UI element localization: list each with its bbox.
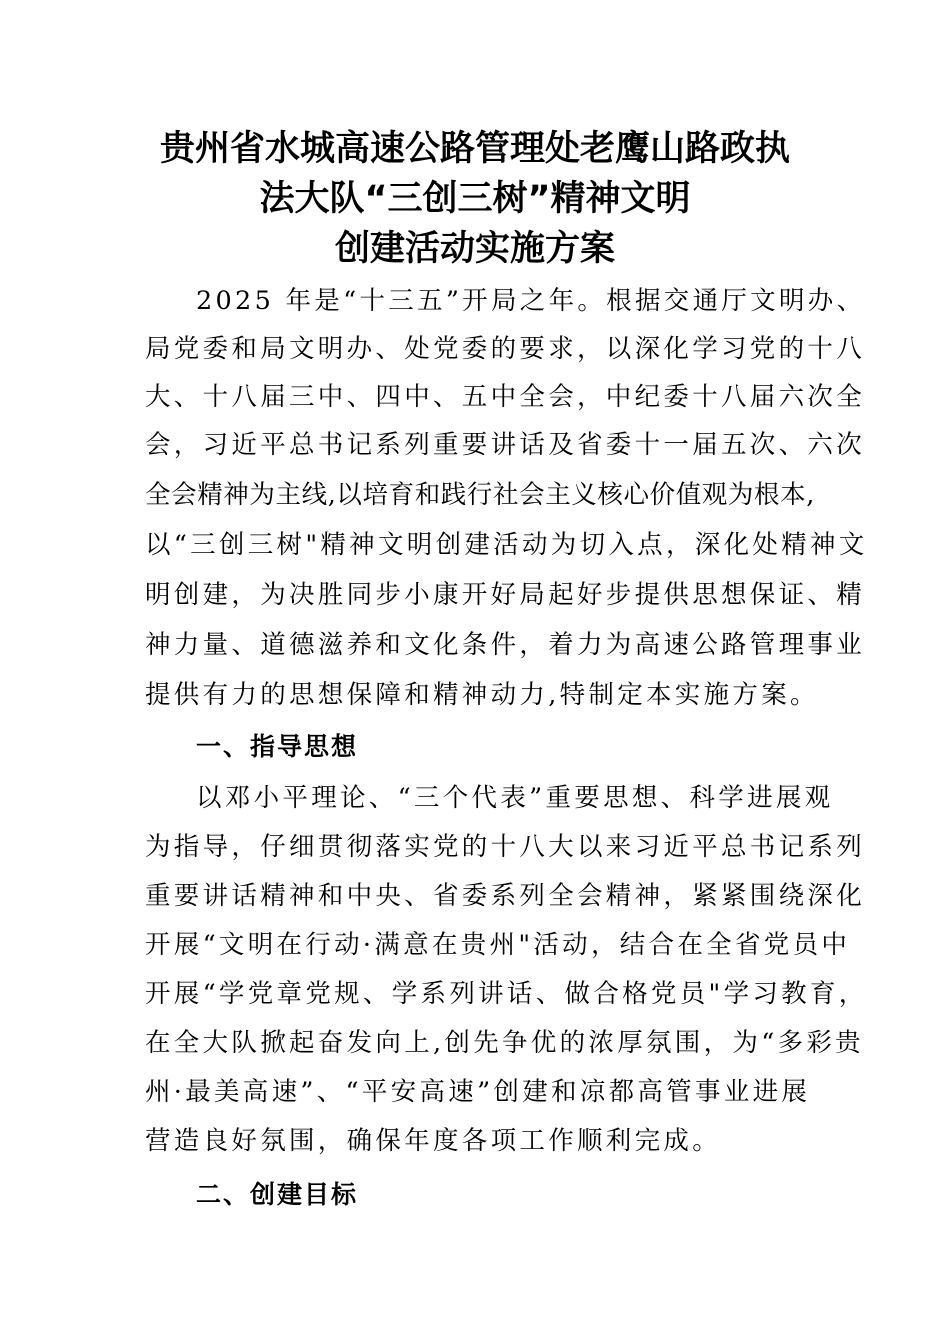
intro-paragraph-line: 全会精神为主线,以培育和践行社会主义核心价值观为根本, (145, 480, 815, 510)
document-title-line-2: 法大队“三创三树”精神文明 (259, 179, 691, 219)
section1-paragraph-line: 营造良好氛围，确保年度各项工作顺利完成。 (145, 1126, 722, 1156)
section1-paragraph-line: 开展“文明在行动·满意在贵州"活动，结合在全省党员中 (145, 930, 851, 960)
section-heading-creation-goals: 二、创建目标 (196, 1180, 359, 1209)
intro-paragraph-line: 以“三创三树"精神文明创建活动为切入点，深化处精神文 (145, 530, 868, 560)
section1-paragraph-line: 开展“学党章党规、学系列讲话、做合格党员"学习教育， (145, 979, 868, 1009)
section1-paragraph-line: 在全大队掀起奋发向上,创先争优的浓厚氛围，为“多彩贵 (145, 1028, 864, 1058)
intro-paragraph-line: 提供有力的思想保障和精神动力,特制定本实施方案。 (145, 680, 819, 710)
intro-paragraph-line: 大、十八届三中、四中、五中全会，中纪委十八届六次全 (145, 382, 866, 412)
document-title-line-3: 创建活动实施方案 (334, 229, 615, 269)
document-title-line-1: 贵州省水城高速公路管理处老鹰山路政执 (159, 129, 790, 169)
section1-paragraph-line: 以邓小平理论、“三个代表”重要思想、科学进展观 (196, 783, 834, 813)
intro-paragraph-line: 神力量、道德滋养和文化条件，着力为高速公路管理事业 (145, 630, 866, 660)
section1-paragraph-line: 州·最美高速”、“平安高速”创建和凉都高管事业进展 (145, 1077, 811, 1107)
section1-paragraph-line: 为指导，仔细贯彻落实党的十八大以来习近平总书记系列 (145, 832, 866, 862)
intro-paragraph-line: 明创建，为决胜同步小康开好局起好步提供思想保证、精 (145, 580, 866, 610)
section-heading-guiding-ideology: 一、指导思想 (196, 732, 359, 761)
intro-paragraph-line: 局党委和局文明办、处党委的要求，以深化学习党的十八 (145, 334, 866, 364)
intro-paragraph-line: 2025 年是“十三五”开局之年。根据交通厅文明办、 (196, 286, 866, 316)
intro-paragraph-line: 会，习近平总书记系列重要讲话及省委十一届五次、六次 (145, 430, 866, 460)
section1-paragraph-line: 重要讲话精神和中央、省委系列全会精神，紧紧围绕深化 (145, 881, 866, 911)
